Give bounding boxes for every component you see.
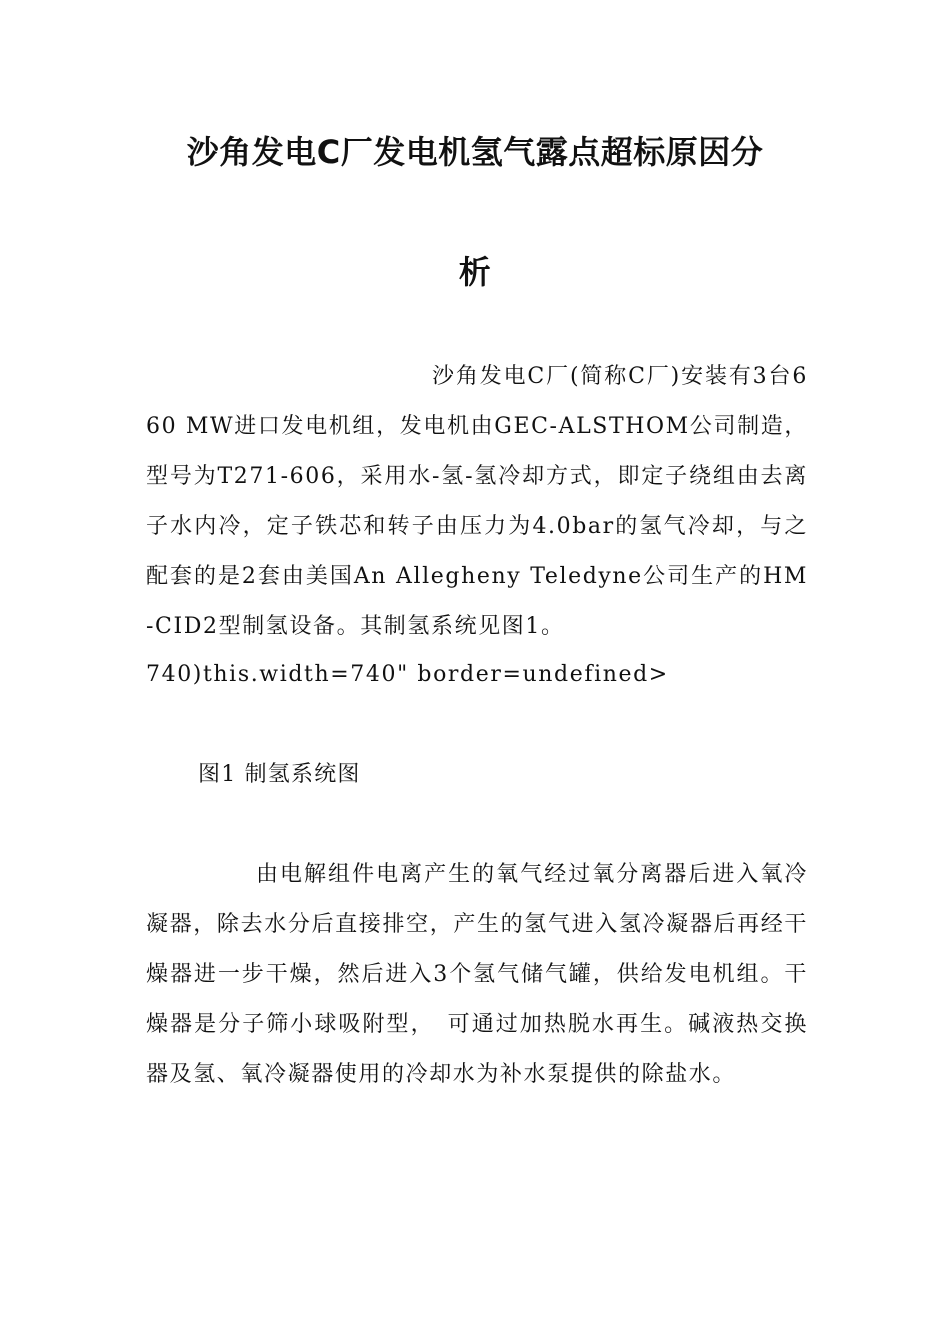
- figure-caption: 图1 制氢系统图: [198, 762, 361, 787]
- paragraph-intro: 沙角发电C厂(简称C厂)安装有3台660 MW进口发电机组，发电机由GEC-ALSTHOM公司制造，型号为T271-606，采用水-氢-氢冷却方式，即定子绕组由去离子水内冷，定子铁芯和转子由压力为4.0bar的氢气冷却，与之配套的是2套由美国An Allegheny Teledyne公司生产的HM-CID2型制氢设备。其制氢系统见图1。: [146, 364, 808, 639]
- document-title-line-1: 沙角发电C厂发电机氢气露点超标原因分: [186, 133, 764, 171]
- document-title-line-2: 析: [458, 253, 492, 291]
- paragraph-image-residue: 740)this.width=740" border=undefined>: [146, 662, 669, 687]
- paragraph-process: 由电解组件电离产生的氧气经过氧分离器后进入氧冷凝器，除去水分后直接排空，产生的氢气进入氢冷凝器后再经干燥器进一步干燥，然后进入3个氢气储气罐，供给发电机组。干燥器是分子筛小球吸附型， 可通过加热脱水再生。碱液热交换器及氢、氧冷凝器使用的冷却水为补水泵提供的除盐水。: [146, 862, 808, 1087]
